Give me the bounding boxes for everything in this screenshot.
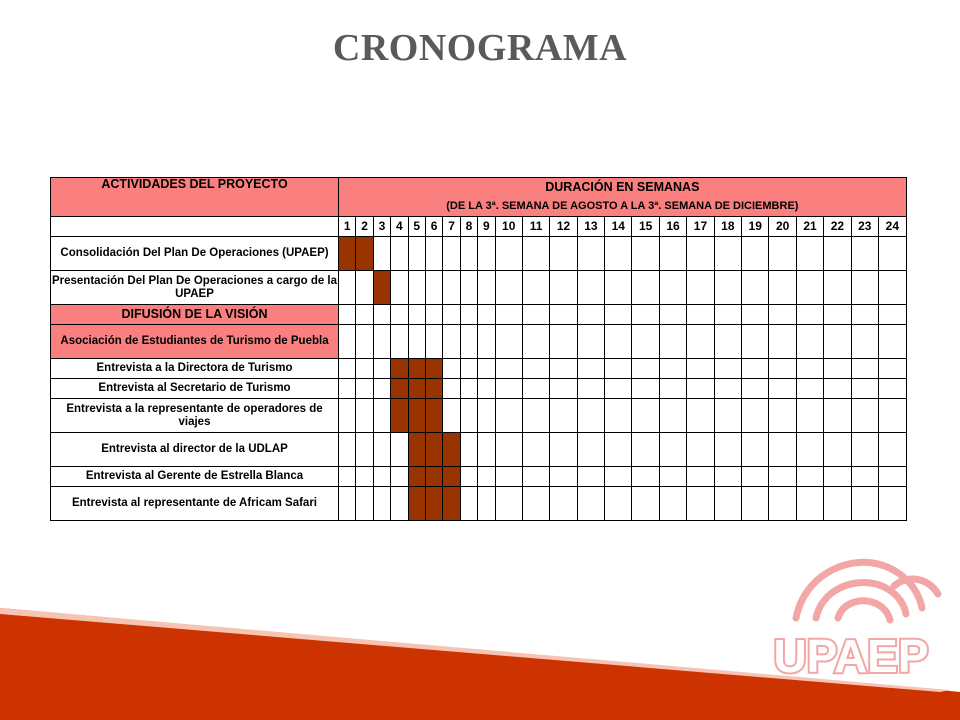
week-cell xyxy=(742,271,769,305)
week-number-header: 18 xyxy=(714,217,741,237)
week-cell xyxy=(632,487,659,521)
week-cell xyxy=(824,237,851,271)
week-cell xyxy=(408,237,425,271)
activity-label: Consolidación Del Plan De Operaciones (UPAEP) xyxy=(51,237,339,271)
week-cell xyxy=(495,399,522,433)
duration-subheader: (DE LA 3ª. SEMANA DE AGOSTO A LA 3ª. SEMANA DE DICIEMBRE) xyxy=(339,198,907,217)
week-number-header: 16 xyxy=(659,217,686,237)
week-cell xyxy=(356,487,373,521)
week-cell xyxy=(460,237,477,271)
activity-label: Entrevista al Secretario de Turismo xyxy=(51,379,339,399)
week-cell xyxy=(391,467,408,487)
week-cell-active xyxy=(408,467,425,487)
duration-header: DURACIÓN EN SEMANAS xyxy=(339,178,907,198)
week-number-header: 4 xyxy=(391,217,408,237)
week-cell-active xyxy=(425,379,442,399)
week-cell xyxy=(373,433,390,467)
week-cell xyxy=(577,359,604,379)
table-row xyxy=(51,359,907,379)
week-cell xyxy=(605,467,632,487)
week-cell xyxy=(550,359,577,379)
week-cell xyxy=(577,237,604,271)
week-cell-active xyxy=(443,433,460,467)
week-cell xyxy=(478,433,495,467)
table-row xyxy=(51,237,907,271)
week-cell xyxy=(659,399,686,433)
week-cell xyxy=(550,487,577,521)
week-cell xyxy=(391,433,408,467)
week-cell xyxy=(550,467,577,487)
week-cell xyxy=(796,467,823,487)
week-cell xyxy=(478,325,495,359)
activity-label: Entrevista al representante de Africam Safari xyxy=(51,487,339,521)
week-cell xyxy=(356,305,373,325)
week-cell xyxy=(577,305,604,325)
week-cell xyxy=(356,325,373,359)
week-cell xyxy=(769,271,796,305)
table-row xyxy=(51,379,907,399)
week-cell xyxy=(605,237,632,271)
week-number-header: 11 xyxy=(522,217,549,237)
week-cell xyxy=(769,359,796,379)
week-number-header: 8 xyxy=(460,217,477,237)
week-cell xyxy=(769,487,796,521)
week-cell xyxy=(478,467,495,487)
week-cell xyxy=(478,379,495,399)
week-cell xyxy=(391,271,408,305)
week-cell xyxy=(878,399,906,433)
week-cell xyxy=(687,467,714,487)
week-cell xyxy=(495,487,522,521)
week-cell xyxy=(632,399,659,433)
week-cell xyxy=(878,325,906,359)
week-cell xyxy=(356,359,373,379)
week-cell xyxy=(577,379,604,399)
week-number-header: 12 xyxy=(550,217,577,237)
week-number-header: 24 xyxy=(878,217,906,237)
week-cell xyxy=(796,487,823,521)
section-label: Asociación de Estudiantes de Turismo de Puebla xyxy=(51,325,339,359)
week-cell xyxy=(851,399,878,433)
eagle-logo-icon xyxy=(756,546,946,686)
week-cell xyxy=(425,237,442,271)
week-cell xyxy=(495,467,522,487)
week-cell xyxy=(769,325,796,359)
week-number-header: 22 xyxy=(824,217,851,237)
week-cell xyxy=(339,487,356,521)
week-cell xyxy=(605,379,632,399)
week-number-header: 7 xyxy=(443,217,460,237)
week-cell xyxy=(522,487,549,521)
week-cell xyxy=(742,433,769,467)
week-cell xyxy=(522,379,549,399)
week-number-header: 15 xyxy=(632,217,659,237)
week-cell xyxy=(550,379,577,399)
week-cell xyxy=(742,379,769,399)
activity-label: Entrevista a la representante de operadores de viajes xyxy=(51,399,339,433)
week-cell xyxy=(443,237,460,271)
week-cell xyxy=(659,305,686,325)
week-cell-active xyxy=(373,271,390,305)
activities-header: ACTIVIDADES DEL PROYECTO xyxy=(51,178,339,217)
week-cell xyxy=(851,433,878,467)
week-cell xyxy=(522,237,549,271)
week-cell xyxy=(878,467,906,487)
week-cell xyxy=(495,359,522,379)
week-cell xyxy=(478,487,495,521)
week-cell xyxy=(769,467,796,487)
week-cell xyxy=(460,325,477,359)
week-cell xyxy=(373,399,390,433)
schedule-table xyxy=(50,177,907,521)
week-cell xyxy=(714,305,741,325)
week-cell xyxy=(443,399,460,433)
week-cell xyxy=(632,467,659,487)
week-cell xyxy=(577,325,604,359)
week-cell xyxy=(605,487,632,521)
week-cell xyxy=(714,379,741,399)
week-cell-active xyxy=(356,237,373,271)
week-cell xyxy=(796,305,823,325)
week-cell xyxy=(796,325,823,359)
week-cell xyxy=(714,237,741,271)
week-cell xyxy=(824,399,851,433)
week-cell xyxy=(687,305,714,325)
week-cell xyxy=(824,271,851,305)
week-cell xyxy=(339,271,356,305)
week-cell xyxy=(632,433,659,467)
week-cell xyxy=(478,305,495,325)
week-number-header: 3 xyxy=(373,217,390,237)
week-cell xyxy=(742,487,769,521)
week-cell xyxy=(687,359,714,379)
week-cell xyxy=(373,467,390,487)
week-cell xyxy=(632,359,659,379)
week-cell-active xyxy=(443,487,460,521)
week-cell xyxy=(796,379,823,399)
week-number-header: 2 xyxy=(356,217,373,237)
week-cell-active xyxy=(408,433,425,467)
week-cell xyxy=(356,467,373,487)
week-cell xyxy=(769,433,796,467)
week-cell xyxy=(851,487,878,521)
week-cell xyxy=(742,399,769,433)
activity-label: Presentación Del Plan De Operaciones a cargo de la UPAEP xyxy=(51,271,339,305)
week-cell-active xyxy=(425,399,442,433)
week-cell xyxy=(687,379,714,399)
week-cell xyxy=(632,325,659,359)
week-cell xyxy=(659,467,686,487)
week-cell xyxy=(495,305,522,325)
week-cell xyxy=(550,271,577,305)
week-cell-active xyxy=(425,433,442,467)
week-cell xyxy=(443,271,460,305)
week-cell xyxy=(339,325,356,359)
week-cell xyxy=(605,271,632,305)
week-row-spacer xyxy=(51,217,339,237)
week-cell-active xyxy=(391,399,408,433)
week-cell xyxy=(522,325,549,359)
week-number-header: 10 xyxy=(495,217,522,237)
activity-label: Entrevista al Gerente de Estrella Blanca xyxy=(51,467,339,487)
week-cell xyxy=(495,325,522,359)
week-cell xyxy=(408,305,425,325)
week-cell-active xyxy=(425,487,442,521)
week-cell xyxy=(478,271,495,305)
week-cell xyxy=(605,305,632,325)
week-cell xyxy=(769,305,796,325)
week-cell xyxy=(373,379,390,399)
week-cell xyxy=(796,271,823,305)
week-cell xyxy=(550,237,577,271)
week-cell xyxy=(460,467,477,487)
week-cell xyxy=(878,305,906,325)
table-row xyxy=(51,487,907,521)
section-label: DIFUSIÓN DE LA VISIÓN xyxy=(51,305,339,325)
week-cell xyxy=(878,433,906,467)
week-cell xyxy=(659,237,686,271)
week-cell xyxy=(824,487,851,521)
week-cell xyxy=(742,237,769,271)
week-cell xyxy=(742,325,769,359)
week-cell xyxy=(460,305,477,325)
week-cell xyxy=(851,271,878,305)
week-cell xyxy=(659,325,686,359)
week-cell xyxy=(742,359,769,379)
week-cell xyxy=(478,399,495,433)
week-cell xyxy=(714,271,741,305)
week-cell xyxy=(878,359,906,379)
week-cell xyxy=(878,271,906,305)
week-cell xyxy=(460,399,477,433)
week-cell xyxy=(769,399,796,433)
week-cell xyxy=(577,467,604,487)
week-cell xyxy=(373,487,390,521)
week-cell xyxy=(742,467,769,487)
week-cell-active xyxy=(391,359,408,379)
week-cell xyxy=(851,325,878,359)
week-cell xyxy=(714,467,741,487)
week-cell xyxy=(460,487,477,521)
week-cell-active xyxy=(408,379,425,399)
week-cell xyxy=(878,379,906,399)
week-cell xyxy=(339,359,356,379)
week-cell xyxy=(339,433,356,467)
week-cell xyxy=(356,399,373,433)
week-cell xyxy=(824,379,851,399)
week-number-header: 6 xyxy=(425,217,442,237)
week-cell xyxy=(495,237,522,271)
week-cell xyxy=(522,399,549,433)
week-cell-active xyxy=(425,359,442,379)
week-cell xyxy=(796,237,823,271)
page-title: CRONOGRAMA xyxy=(332,27,628,69)
week-cell xyxy=(851,467,878,487)
week-cell xyxy=(687,487,714,521)
week-cell xyxy=(425,305,442,325)
week-cell xyxy=(687,433,714,467)
week-cell xyxy=(714,325,741,359)
week-cell xyxy=(796,399,823,433)
week-cell xyxy=(824,433,851,467)
week-cell xyxy=(796,433,823,467)
week-cell xyxy=(851,379,878,399)
week-cell xyxy=(878,487,906,521)
week-number-header: 13 xyxy=(577,217,604,237)
week-cell xyxy=(356,271,373,305)
week-cell xyxy=(339,379,356,399)
table-row xyxy=(51,271,907,305)
week-cell xyxy=(522,433,549,467)
week-cell xyxy=(632,237,659,271)
week-cell xyxy=(851,305,878,325)
week-cell xyxy=(605,325,632,359)
week-cell xyxy=(408,271,425,305)
week-cell xyxy=(478,359,495,379)
week-cell xyxy=(605,433,632,467)
table-row xyxy=(51,433,907,467)
week-cell xyxy=(495,433,522,467)
week-cell xyxy=(796,359,823,379)
week-number-header: 14 xyxy=(605,217,632,237)
week-cell xyxy=(851,359,878,379)
week-cell xyxy=(659,433,686,467)
week-cell xyxy=(339,399,356,433)
week-cell xyxy=(356,433,373,467)
week-cell xyxy=(577,433,604,467)
week-cell xyxy=(687,399,714,433)
week-number-header: 17 xyxy=(687,217,714,237)
week-cell xyxy=(659,359,686,379)
week-cell xyxy=(550,305,577,325)
week-cell xyxy=(373,359,390,379)
week-number-header: 19 xyxy=(742,217,769,237)
week-cell xyxy=(391,237,408,271)
week-cell xyxy=(659,487,686,521)
table-row xyxy=(51,399,907,433)
week-cell xyxy=(824,325,851,359)
week-cell xyxy=(391,325,408,359)
week-cell xyxy=(373,325,390,359)
week-cell-active xyxy=(408,487,425,521)
table-row xyxy=(51,467,907,487)
week-cell xyxy=(577,487,604,521)
activity-label: Entrevista al director de la UDLAP xyxy=(51,433,339,467)
week-cell-active xyxy=(443,467,460,487)
week-cell xyxy=(714,399,741,433)
week-cell xyxy=(356,379,373,399)
week-cell xyxy=(425,325,442,359)
activity-label: Entrevista a la Directora de Turismo xyxy=(51,359,339,379)
week-number-header: 23 xyxy=(851,217,878,237)
week-number-header: 21 xyxy=(796,217,823,237)
week-cell xyxy=(550,399,577,433)
week-cell xyxy=(425,271,442,305)
week-cell xyxy=(443,359,460,379)
week-cell xyxy=(577,399,604,433)
week-cell xyxy=(443,379,460,399)
week-cell xyxy=(605,399,632,433)
week-cell xyxy=(522,271,549,305)
week-cell xyxy=(687,271,714,305)
week-cell xyxy=(742,305,769,325)
logo-text: UPAEP xyxy=(773,630,929,682)
week-cell xyxy=(522,305,549,325)
week-cell xyxy=(824,359,851,379)
week-cell xyxy=(339,305,356,325)
week-cell-active xyxy=(425,467,442,487)
week-cell xyxy=(824,305,851,325)
week-cell xyxy=(659,271,686,305)
week-cell xyxy=(460,359,477,379)
week-cell xyxy=(443,305,460,325)
week-cell-active xyxy=(339,237,356,271)
week-number-header: 1 xyxy=(339,217,356,237)
week-cell xyxy=(495,379,522,399)
week-cell xyxy=(522,467,549,487)
week-cell xyxy=(769,379,796,399)
week-cell xyxy=(851,237,878,271)
week-cell xyxy=(522,359,549,379)
week-cell xyxy=(687,237,714,271)
week-cell xyxy=(659,379,686,399)
week-cell xyxy=(373,237,390,271)
week-cell xyxy=(632,271,659,305)
week-cell xyxy=(339,467,356,487)
week-cell xyxy=(687,325,714,359)
week-cell xyxy=(577,271,604,305)
upaep-logo xyxy=(756,546,946,686)
week-number-header: 20 xyxy=(769,217,796,237)
week-number-header: 5 xyxy=(408,217,425,237)
week-cell xyxy=(550,433,577,467)
week-cell-active xyxy=(391,379,408,399)
week-cell xyxy=(391,487,408,521)
week-cell xyxy=(460,379,477,399)
table-row xyxy=(51,305,907,325)
week-cell-active xyxy=(408,359,425,379)
week-cell xyxy=(478,237,495,271)
week-cell xyxy=(714,433,741,467)
week-cell-active xyxy=(408,399,425,433)
week-cell xyxy=(391,305,408,325)
week-cell xyxy=(632,305,659,325)
week-cell xyxy=(824,467,851,487)
week-cell xyxy=(373,305,390,325)
week-cell xyxy=(460,433,477,467)
week-cell xyxy=(878,237,906,271)
week-number-header: 9 xyxy=(478,217,495,237)
week-cell xyxy=(550,325,577,359)
week-cell xyxy=(495,271,522,305)
table-row xyxy=(51,325,907,359)
week-cell xyxy=(714,487,741,521)
week-cell xyxy=(714,359,741,379)
week-cell xyxy=(769,237,796,271)
week-cell xyxy=(605,359,632,379)
week-cell xyxy=(632,379,659,399)
week-cell xyxy=(408,325,425,359)
week-cell xyxy=(443,325,460,359)
week-cell xyxy=(460,271,477,305)
